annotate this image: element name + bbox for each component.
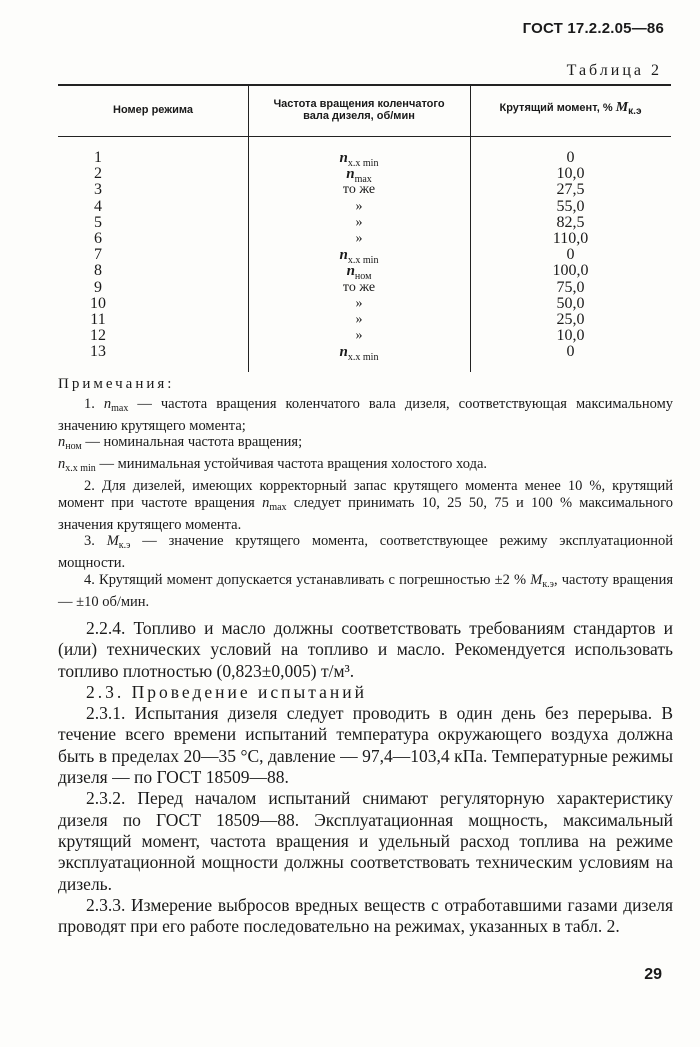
note-4-text-a: 4. Крутящий момент допускается устанавливать с погрешностью ±2 % [84,571,531,588]
speed-subscript: x.x min [347,255,379,267]
standard-header: ГОСТ 17.2.2.05—86 [522,20,664,37]
note-1-sub: max [111,402,129,414]
cell-mode: 6 [94,230,102,247]
note-4-sub: к.э [542,578,554,590]
cell-mode: 7 [94,246,102,264]
cell-torque: 25,0 [556,311,585,328]
section-heading-2-3: 2.3. Проведение испытаний [86,681,367,702]
header-mode-label: Номер режима [113,104,193,116]
note-2-text-a: 2. Для дизелей, имеющих корректорный запас крутящего момента менее 10 %, крутящий момент при частоте вращения [58,477,673,511]
speed-text: » [355,295,363,311]
note-2 [58,478,673,533]
note-3-text-a: 3. [84,533,107,550]
cell-speed [248,166,470,186]
note-1b [58,434,673,456]
paragraph-2-2-4: 2.2.4. Топливо и масло должны соответствовать требованиям стандартов и (или) технических условий на топливо и масло. Рекомендуется использовать топливо плотностью (0,823±0,005) т/м³. [58,618,673,681]
body-text [58,618,673,937]
speed-symbol: n [339,150,348,166]
note-1c-symbol: n [58,456,66,473]
note-1 [58,396,673,435]
cell-torque: 10,0 [556,327,585,345]
speed-text: » [355,214,363,230]
speed-symbol: n [339,344,348,361]
note-4-text-b: , частоту вращения — ±10 об/мин. [58,571,673,610]
cell-torque: 75,0 [556,278,585,296]
cell-mode: 5 [94,213,102,231]
header-speed [248,84,470,136]
cell-torque: 82,5 [556,213,585,231]
cell-mode: 8 [94,262,102,280]
cell-torque: 10,0 [556,165,585,183]
note-3-sub: к.э [118,540,131,552]
header-torque [470,84,671,136]
speed-text: » [355,231,363,246]
note-1b-text: — номинальная частота вращения; [81,434,303,451]
cell-speed [248,182,470,198]
note-1-num: 1. [84,395,95,412]
header-speed-line1: Частота вращения коленчатого [273,98,445,110]
header-speed-line2: вала дизеля, об/мин [303,110,415,122]
cell-speed [248,280,470,296]
speed-symbol: n [339,247,348,264]
note-3 [58,533,673,572]
header-torque-sub: к.э [628,106,642,117]
cell-torque: 27,5 [556,181,585,199]
cell-torque: 50,0 [556,294,585,312]
page-number: 29 [644,966,662,983]
speed-text: » [355,328,363,344]
paragraph-2-3-3: 2.3.3. Измерение выбросов вредных веществ с отработавшими газами дизеля проводят при его работе последовательно на режимах, указанных в табл. 2. [58,894,673,937]
cell-mode: 11 [90,311,106,328]
cell-torque: 0 [566,246,575,264]
speed-subscript: max [354,174,372,186]
cell-speed [248,263,470,283]
cell-mode: 12 [90,327,106,345]
speed-text: » [355,198,363,214]
speed-text: то же [342,279,376,295]
note-1-text: — частота вращения коленчатого вала дизеля, соответствующая максимальному значению крутящего момента; [58,395,673,434]
note-3-symbol: M [106,533,119,550]
table-header-rule [58,136,671,137]
cell-mode: 13 [90,343,106,361]
note-1b-sub: ном [65,441,82,453]
note-2-sub: max [269,501,287,513]
note-1c-sub: x.x min [65,463,96,475]
speed-text: » [355,312,363,327]
notes-title: Примечания: [58,376,175,392]
cell-speed [248,344,470,364]
note-3-text-b: — значение крутящего момента, соответствующее режиму эксплуатационной мощности. [58,533,674,572]
note-1c-text: — минимальная устойчивая частота вращения холостого хода. [95,456,488,473]
cell-mode: 4 [94,197,102,215]
speed-subscript: x.x min [347,158,379,169]
cell-torque: 0 [566,343,575,361]
paragraph-2-3-1: 2.3.1. Испытания дизеля следует проводить в один день без перерыва. В течение всего времени испытаний температура окружающего воздуха должна быть в пределах 20—35 °С, давление — 97,4—103,4 кПа. Температурные режимы дизеля — по ГОСТ 18509—88. [58,703,673,788]
cell-speed [248,312,470,328]
cell-torque: 110,0 [552,230,589,247]
cell-speed [248,328,470,344]
note-2-text-b: следует принимать 10, 25 50, 75 и 100 % максимального значения крутящего момента. [58,494,673,533]
cell-speed [248,247,470,267]
note-1b-symbol: n [58,434,66,451]
note-1-symbol: n [103,395,112,412]
table-caption: Таблица 2 [566,62,662,79]
cell-mode: 9 [94,278,102,296]
cell-mode: 2 [94,165,102,183]
cell-torque: 0 [566,149,575,166]
speed-text: то же [342,182,376,198]
speed-subscript: ном [354,271,372,283]
speed-subscript: x.x min [347,352,379,364]
modes-table [58,84,671,374]
header-torque-symbol: M [615,100,629,115]
cell-torque: 100,0 [552,262,589,280]
cell-mode: 3 [94,181,102,199]
note-1c [58,456,673,478]
note-4 [58,572,673,611]
cell-speed [248,215,470,231]
note-2-symbol: n [262,494,270,511]
header-torque-label: Крутящий момент, % [499,102,613,114]
cell-speed [248,231,470,247]
cell-torque: 55,0 [556,197,585,215]
note-4-symbol: M [530,571,543,588]
cell-speed [248,199,470,215]
paragraph-2-3-2: 2.3.2. Перед началом испытаний снимают регуляторную характеристику дизеля по ГОСТ 18509—88. Эксплуатационная мощность, максимальный крутящий момент, частота вращения и удельный расход топлива на режиме эксплуатационной мощности должны соответствовать техническим условиям на дизель. [58,788,673,894]
cell-speed [248,296,470,312]
speed-symbol: n [346,263,355,280]
notes-block [58,376,673,611]
header-mode [58,84,248,136]
cell-speed [248,150,470,169]
speed-symbol: n [346,166,355,183]
cell-mode: 1 [94,149,102,166]
cell-mode: 10 [90,294,106,312]
